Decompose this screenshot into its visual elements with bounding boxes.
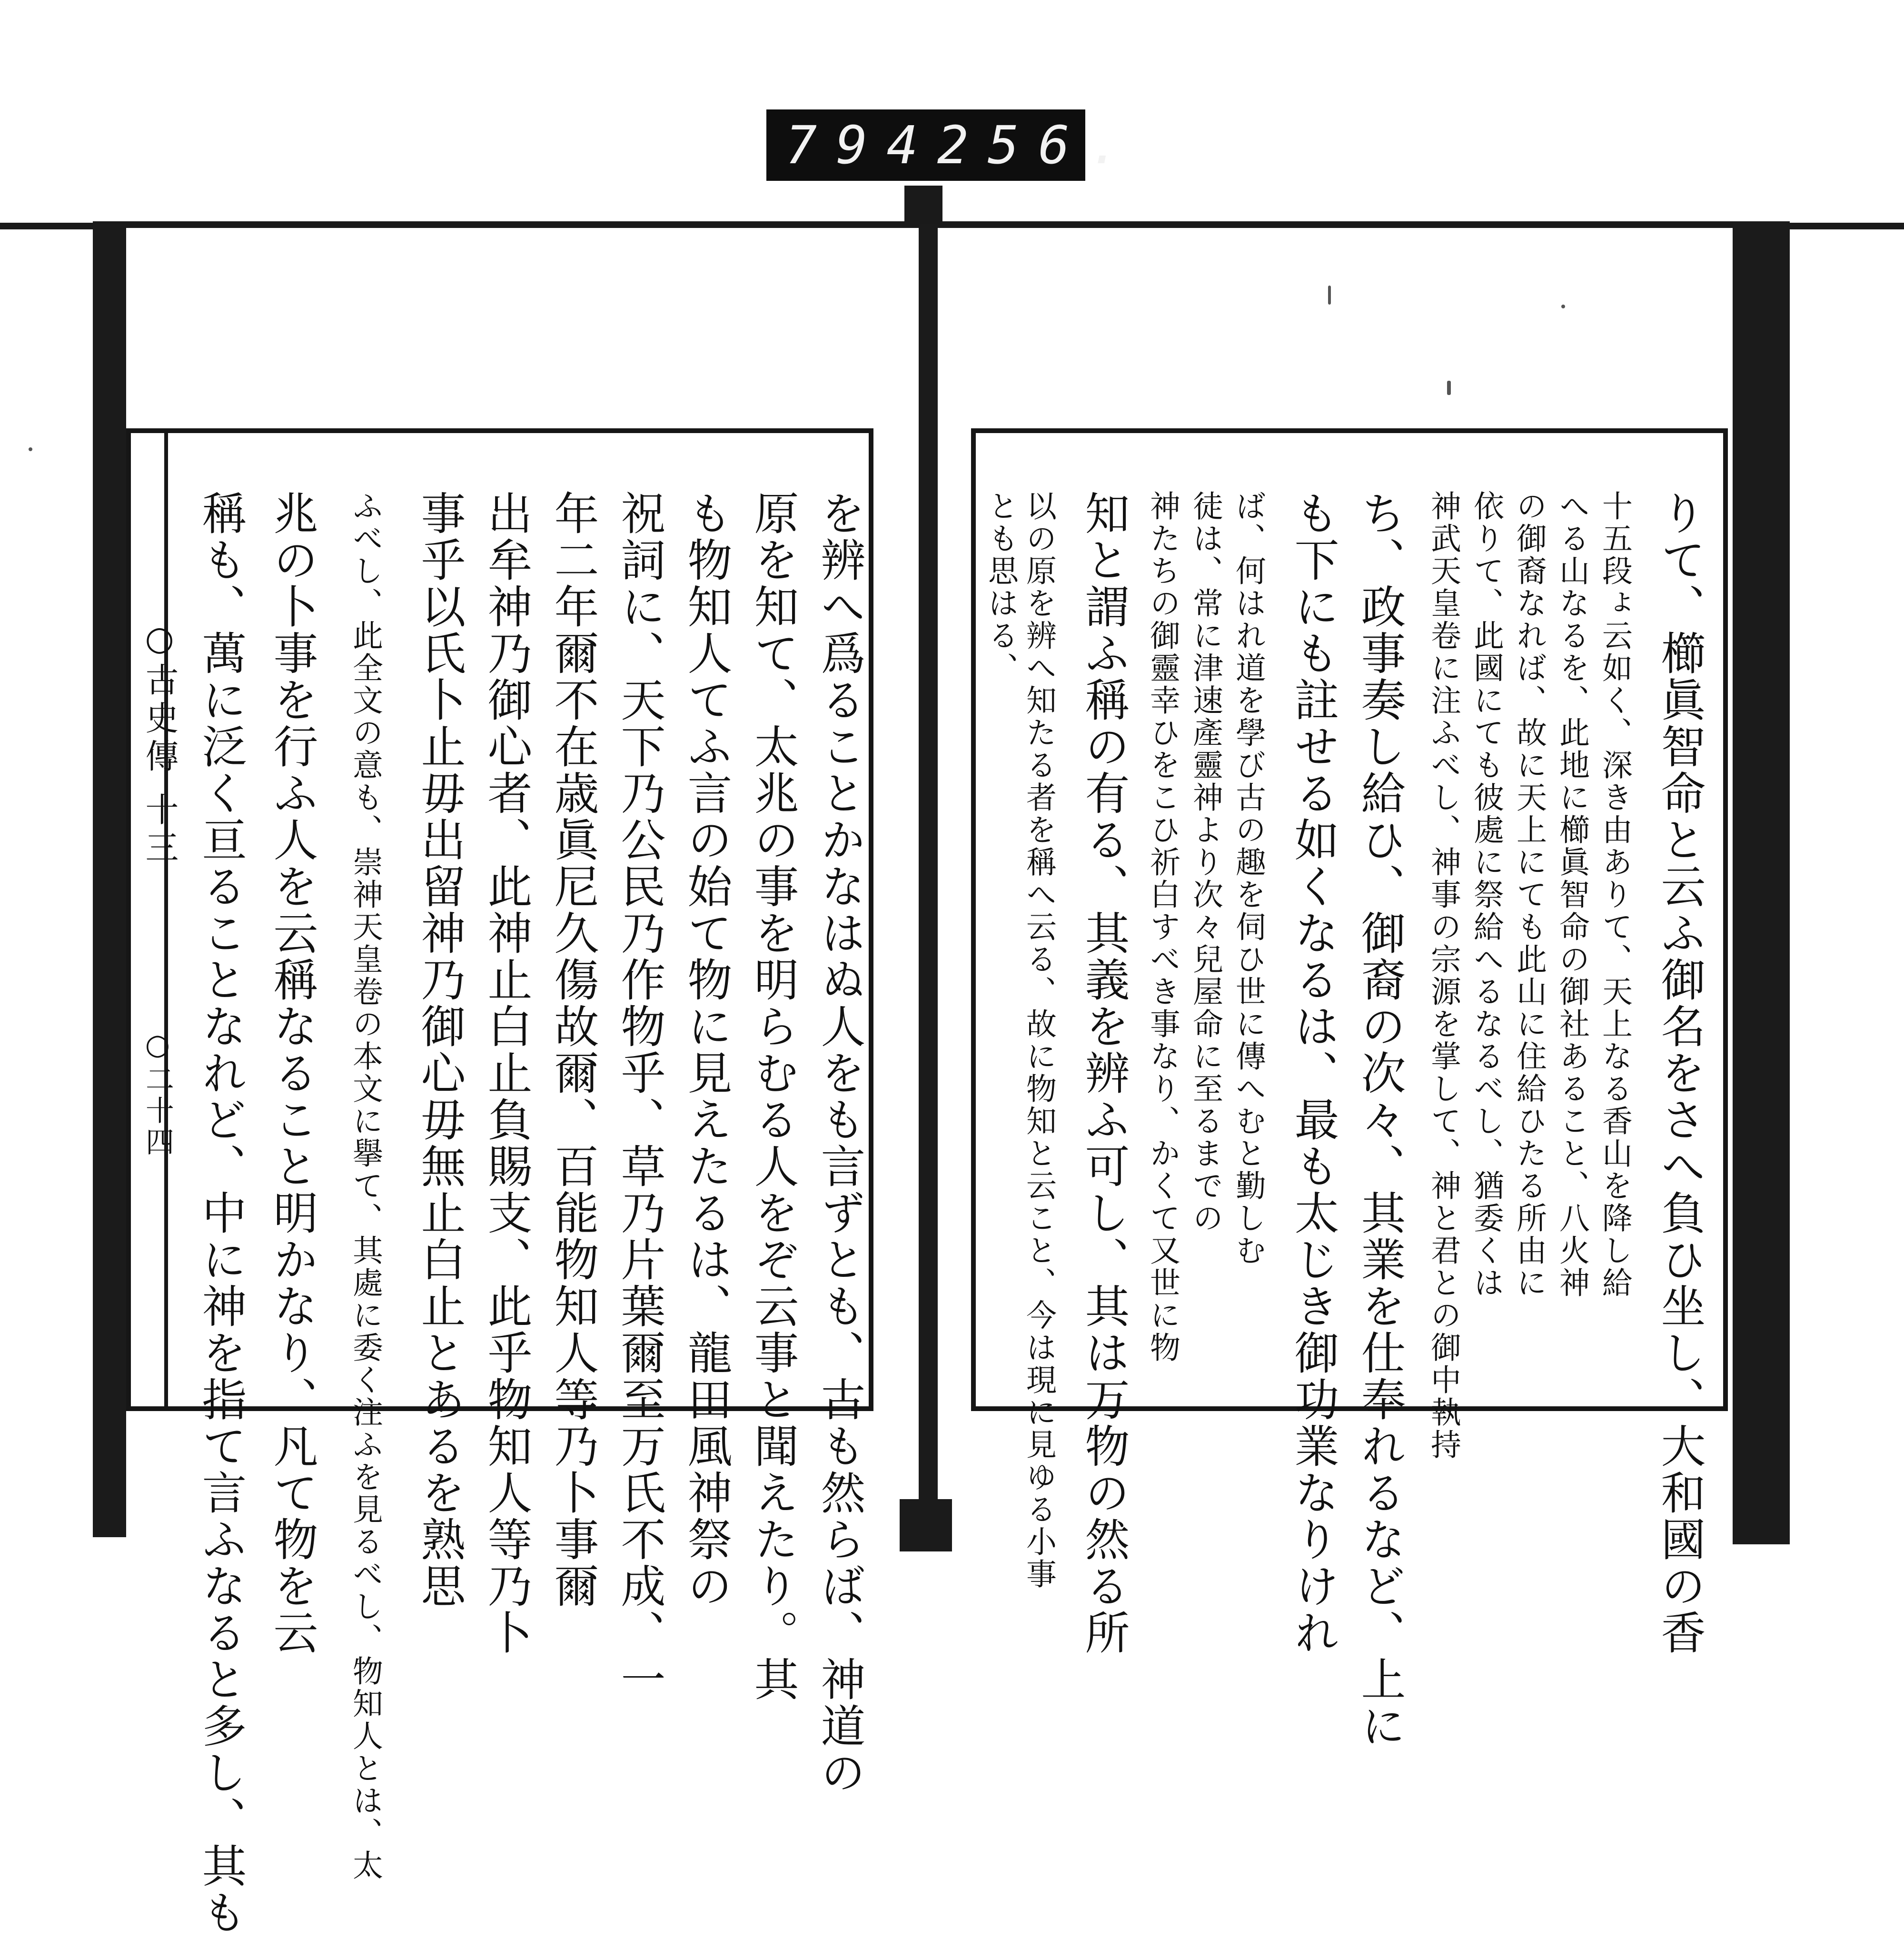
- left-column-8: ふべし、此全文の意も、崇神天皇卷の本文に擧て、其處に委く注ふを見るべし、物知人とは、太: [347, 490, 383, 1882]
- catalog-number-right: 256.: [937, 115, 1140, 176]
- right-column-12: 知と謂ふ稱の有る、其義を辨ふ可し、其は万物の然る所: [1077, 490, 1129, 1656]
- scan-speck: [1447, 381, 1451, 395]
- right-book-edge: [1733, 221, 1790, 1544]
- right-column-1: りて、櫛眞智命と云ふ御名をさへ負ひ坐し、大和國の香: [1653, 490, 1705, 1656]
- right-column-8: も下にも註せる如くなるは、最も太じき御功業なりけれ: [1287, 490, 1339, 1656]
- scan-speck: [1561, 305, 1565, 308]
- margin-title: ○古史傳 十三: [140, 619, 179, 869]
- left-column-2: 原を知て、太兆の事を明らむる人をぞ云事と聞えたり。其: [746, 490, 798, 1703]
- left-column-6: 出牟神乃御心者、此神止白止負賜支、此乎物知人等乃卜: [480, 490, 532, 1656]
- book-gutter: [919, 224, 938, 1551]
- left-column-5: 年二年爾不在歳眞尼久傷故爾、百能物知人等乃卜事爾: [546, 490, 598, 1610]
- right-column-14: とも思はる、: [983, 490, 1018, 684]
- spine-stub: [900, 1499, 952, 1551]
- left-book-edge: [93, 224, 126, 1537]
- right-column-7: ち、政事奏し給ひ、御裔の次々、其業を仕奉れるなど、上に: [1353, 490, 1405, 1749]
- right-column-13: 以の原を辨へ知たる者を稱へ云る、故に物知と云こと、今は現に見ゆる小事: [1021, 490, 1056, 1590]
- right-column-9: ば、何はれ道を學び古の趣を伺ひ世に傳へむと勤しむ: [1230, 490, 1266, 1267]
- right-column-2: 十五段ょ云如く、深き由ありて、天上なる香山を降し給: [1597, 490, 1632, 1299]
- catalog-label: [766, 109, 1140, 181]
- right-column-5: 依りて、此國にても彼處に祭給へるなるべし、猶委くは: [1468, 490, 1504, 1299]
- left-column-9: 兆の卜事を行ふ人を云稱なること明かなり、凡て物を云: [266, 490, 317, 1656]
- left-column-3: も物知人てふ言の始て物に見えたるは、龍田風神祭の: [680, 490, 732, 1610]
- page-number: ○二十四: [141, 1028, 174, 1158]
- left-column-7: 事乎以氏卜止毋出留神乃御心毋無止白止とあるを熟思: [413, 490, 465, 1610]
- right-column-10: 徒は、常に津速產靈神より次々兒屋命に至るまでの: [1188, 490, 1223, 1235]
- right-column-6: 神武天皇卷に注ふべし、神事の宗源を掌して、神と君との御中執持: [1426, 490, 1461, 1461]
- left-column-1: を辨へ爲ることかなはぬ人をも言ずとも、古も然らば、神道の: [813, 490, 865, 1796]
- left-column-10: 稱も、萬に泛く亘ることなれど、中に神を指て言ふなると多し、其も: [194, 490, 246, 1936]
- scan-speck: [1328, 286, 1331, 305]
- right-column-11: 神たちの御靈幸ひをこひ祈白すべき事なり、かくて又世に物: [1145, 490, 1180, 1364]
- scan-speck: [29, 447, 32, 451]
- catalog-number-left: 794: [785, 115, 937, 176]
- right-column-4: の御裔なれば、故に天上にても此山に住給ひたる所由に: [1511, 490, 1547, 1299]
- right-column-3: へる山なるを、此地に櫛眞智命の御社あること、八火神: [1554, 490, 1589, 1299]
- left-column-4: 祝詞に、天下乃公民乃作物乎、草乃片葉爾至万氏不成、一: [613, 490, 665, 1703]
